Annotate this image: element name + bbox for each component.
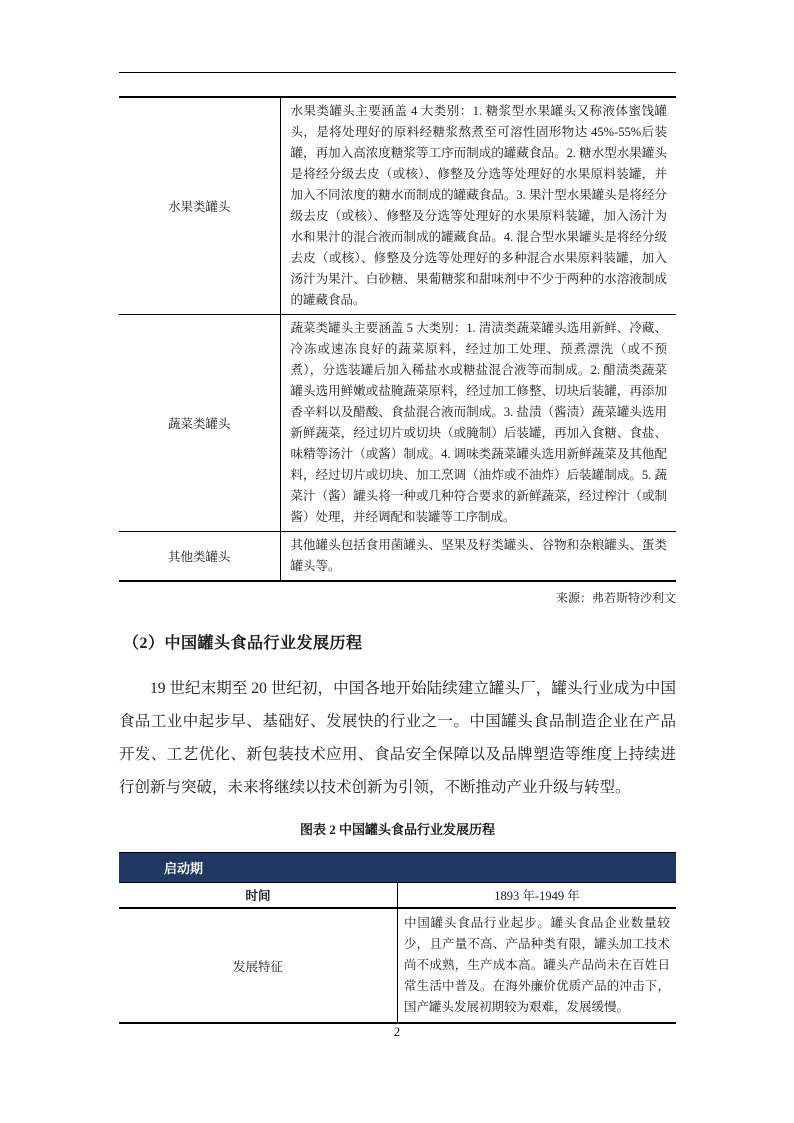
table-row [119, 853, 676, 883]
table-row [119, 532, 676, 582]
phase-header-cell: 启动期 [119, 853, 676, 883]
table-row [119, 97, 676, 315]
development-phase-table [119, 852, 676, 1024]
body-paragraph: 19 世纪末期至 20 世纪初，中国各地开始陆续建立罐头厂，罐头行业成为中国食品工业中起步早、基础好、发展快的行业之一。中国罐头食品制造企业在产品开发、工艺优化、新包装技术应用、食品安全保障以及品牌塑造等维度上持续进行创新与突破，未来将继续以技术创新为引领，不断推动产业升级与转型。 [119, 680, 676, 796]
table-row [119, 883, 676, 909]
figure-caption: 图表 2 中国罐头食品行业发展历程 [299, 822, 495, 837]
feature-value-cell: 中国罐头食品行业起步。罐头食品企业数量较少，且产量不高、产品种类有限，罐头加工技术尚不成熟，生产成本高。罐头产品尚未在百姓日常生活中普及。在海外廉价优质产品的冲击下，国产罐头发展初期较为艰难，发展缓慢。 [398, 908, 677, 1023]
category-description-other: 其他罐头包括食用菌罐头、坚果及籽类罐头、谷物和杂粮罐头、蛋类罐头等。 [280, 532, 676, 582]
category-cell-fruit: 水果类罐头 [119, 97, 280, 315]
time-value-cell: 1893 年-1949 年 [398, 883, 677, 909]
source-note: 来源：弗若斯特沙利文 [555, 591, 676, 605]
section-heading: （2）中国罐头食品行业发展历程 [123, 635, 363, 652]
category-description-fruit: 水果类罐头主要涵盖 4 大类别：1. 糖浆型水果罐头又称液体蜜饯罐头，是将处理好的原料经糖浆熬煮至可溶性固形物达 45%-55%后装罐，再加入高浓度糖浆等工序而制成的罐藏食品。2. 糖水型水果罐头是将经分级去皮（或核）、修整及分选等处理好的水果原料装罐，并加入不同浓度的糖水而制成的罐藏食品。3. 果汁型水果罐头是将经分级去皮（或核）、修整及分选等处理好的水果原料装罐，加入汤汁为水和果汁的混合液而制成的罐藏食品。4. 混合型水果罐头是将经分级去皮（或核）、修整及分选等处理好的多种混合水果原料装罐，加入汤汁为果汁、白砂糖、果葡糖浆和甜味剂中不少于两种的水溶液制成的罐藏食品。 [290, 104, 667, 307]
category-cell-vegetable: 蔬菜类罐头 [119, 315, 280, 532]
page-number: 2 [393, 1025, 401, 1039]
canned-food-category-table [119, 96, 676, 582]
table-row [119, 315, 676, 532]
time-label-cell: 时间 [119, 883, 398, 909]
page-content [119, 0, 676, 1024]
category-description-vegetable: 蔬菜类罐头主要涵盖 5 大类别：1. 清渍类蔬菜罐头选用新鲜、冷藏、冷冻或速冻良好的蔬菜原料，经过加工处理、预煮漂洗（或不预煮），分选装罐后加入稀盐水或糖盐混合液等而制成。2. 醋渍类蔬菜罐头选用鲜嫩或盐腌蔬菜原料，经过加工修整、切块后装罐，再添加香辛料以及醋酸、食盐混合液而制成。3. 盐渍（酱渍）蔬菜罐头选用新鲜蔬菜，经过切片或切块（或腌制）后装罐，再加入食糖、食盐、味精等汤汁（或酱）制成。4. 调味类蔬菜罐头选用新鲜蔬菜及其他配料，经过切片或切块、加工烹调（油炸或不油炸）后装罐制成。5. 蔬菜汁（酱）罐头将一种或几种符合要求的新鲜蔬菜，经过榨汁（或制酱）处理，并经调配和装罐等工序制成。 [280, 315, 676, 532]
table-row [119, 908, 676, 1023]
previous-table-rule [119, 72, 676, 73]
feature-label-cell: 发展特征 [119, 908, 398, 1023]
category-cell-other: 其他类罐头 [119, 532, 280, 582]
